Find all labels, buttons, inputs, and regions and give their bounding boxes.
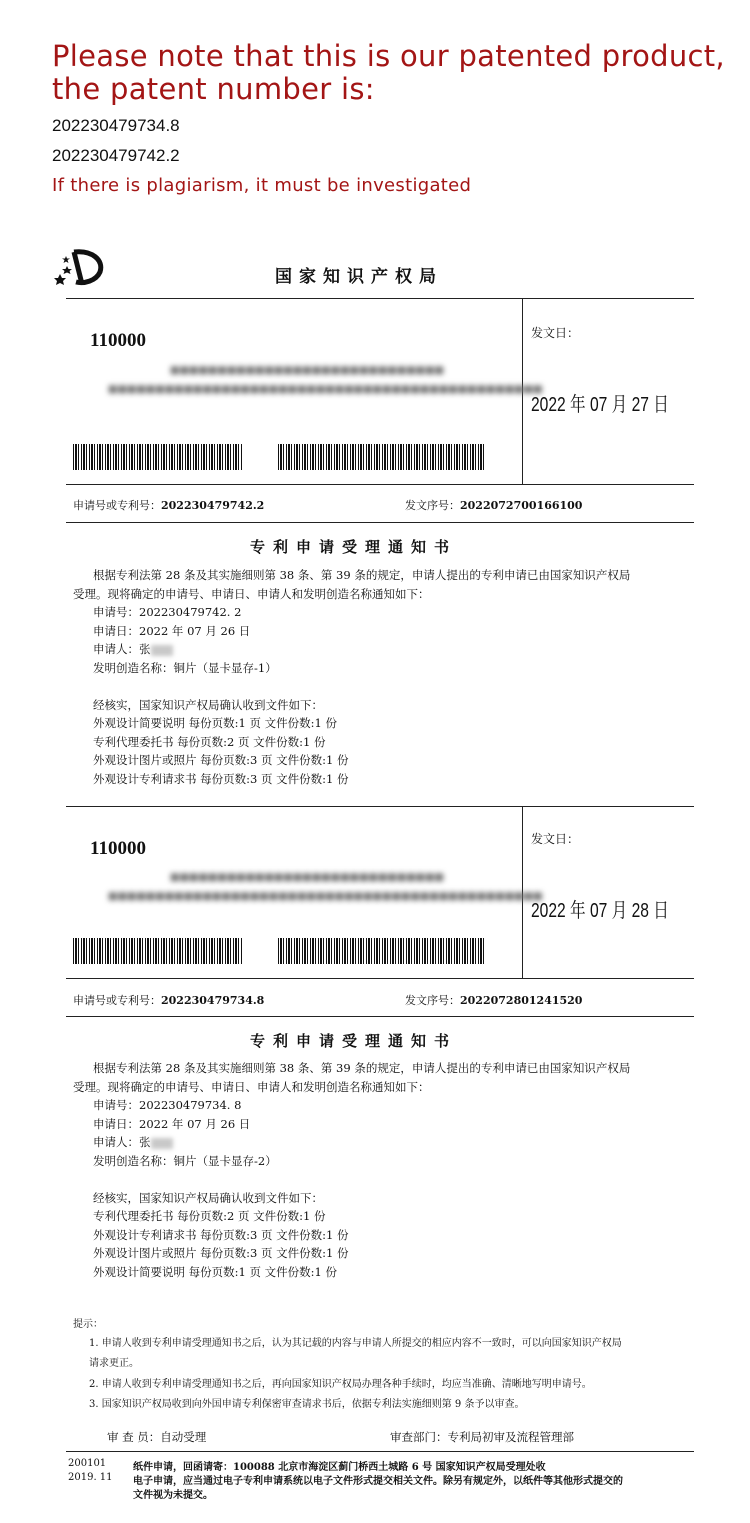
send-no-label: 发文序号： [405,994,460,1007]
send-date: 2022 年 07 月 27 日 [531,394,669,416]
file-item: 外观设计图片或照片 每份页数:3 页 文件份数:1 份 [93,753,349,768]
office-name: 国家知识产权局 [275,267,443,287]
plagiarism-warning: If there is plagiarism, it must be investigated [52,175,472,196]
divider [66,1451,694,1452]
intro-line: 根据专利法第 28 条及其实施细则第 38 条、第 39 条的规定，申请人提出的专利申请已由国家知识产权局 [93,568,631,582]
invention-line: 发明创造名称：铜片（显卡显存-2） [93,1153,277,1168]
applicant-text: 申请人：张 [93,1135,151,1150]
app-no-label: 申请号或专利号： [73,994,161,1007]
invention-line: 发明创造名称：铜片（显卡显存-1） [93,660,277,675]
tips-heading: 提示： [73,1319,103,1330]
app-no: 202230479742.2 [161,499,265,512]
divider [66,806,694,807]
tip-item: 2. 申请人收到专利申请受理通知书之后，再向国家知识产权局办理各种手续时，均应当准确、清晰地写明申请号。 [89,1379,592,1390]
patent-number-1: 202230479734.8 [52,116,180,135]
verified-line: 经核实，国家知识产权局确认收到文件如下： [93,697,323,712]
app-no-row [73,992,264,1008]
divider [66,298,694,299]
notice-title: 专利申请受理通知书 [250,538,458,556]
electronic-application-note: 文件视为未提交。 [133,1490,213,1501]
notice-line-2: the patent number is: [52,72,375,106]
postcode: 110000 [90,838,146,859]
address-redacted: ■■■■■■■■■■■■■■■■■■■■■■■■■■■■■ [170,872,444,883]
file-item: 外观设计简要说明 每份页数:1 页 文件份数:1 份 [93,716,338,731]
send-no-row [405,992,582,1008]
address-redacted: ■■■■■■■■■■■■■■■■■■■■■■■■■■■■■■■■■■■■■■■■■■■■■■ [108,891,543,902]
app-date-line: 申请日：2022 年 07 月 26 日 [93,623,251,638]
address-redacted: ■■■■■■■■■■■■■■■■■■■■■■■■■■■■■■■■■■■■■■■■■■■■■■ [108,384,543,395]
electronic-application-note: 电子申请，应当通过电子专利申请系统以电子文件形式提交相关文件。除另有规定外，以纸件等其他形式提交的 [133,1476,623,1487]
send-no-row [405,497,582,513]
app-no-line: 申请号：202230479742. 2 [93,605,242,620]
review-dept: 审查部门：专利局初审及流程管理部 [390,1430,574,1444]
postcode: 110000 [90,330,146,351]
send-date-label: 发文日： [531,832,580,846]
intro-line: 受理。现将确定的申请号、申请日、申请人和发明创造名称通知如下： [73,586,430,601]
tip-item: 1. 申请人收到专利申请受理通知书之后，认为其记载的内容与申请人所提交的相应内容不一致时，可以向国家知识产权局 [89,1338,622,1349]
app-date-line: 申请日：2022 年 07 月 26 日 [93,1116,251,1131]
divider [66,484,694,485]
notice-body [73,1059,703,1282]
app-no-label: 申请号或专利号： [73,499,161,512]
applicant-text: 申请人：张 [93,642,151,657]
send-no: 2022072700166100 [460,499,583,512]
applicant-line [73,1133,703,1152]
intro-line: 根据专利法第 28 条及其实施细则第 38 条、第 39 条的规定，申请人提出的专利申请已由国家知识产权局 [93,1061,631,1075]
patent-number-2: 202230479742.2 [52,146,180,165]
barcode [278,444,484,470]
send-no-label: 发文序号： [405,499,460,512]
form-code: 200101 [68,1458,107,1469]
cnipa-logo-icon [52,248,112,292]
verified-line: 经核实，国家知识产权局确认收到文件如下： [93,1190,323,1205]
send-no: 2022072801241520 [460,994,583,1007]
file-item: 专利代理委托书 每份页数:2 页 文件份数:1 份 [93,734,326,749]
tip-item: 请求更正。 [89,1358,139,1369]
app-no-row [73,497,264,513]
notice-title: 专利申请受理通知书 [250,1032,458,1050]
tip-item: 3. 国家知识产权局收到向外国申请专利保密审查请求书后，依据专利法实施细则第 9 条予以审查。 [89,1399,525,1410]
file-item: 外观设计图片或照片 每份页数:3 页 文件份数:1 份 [93,1246,349,1261]
app-no-line: 申请号：202230479734. 8 [93,1098,242,1113]
reviewer: 审 查 员：自动受理 [107,1430,207,1444]
barcode [73,938,243,964]
intro-line: 受理。现将确定的申请号、申请日、申请人和发明创造名称通知如下： [73,1079,430,1094]
divider [66,1016,694,1017]
file-item: 外观设计专利请求书 每份页数:3 页 文件份数:1 份 [93,771,349,786]
notice-line-1: Please note that this is our patented product, [52,39,725,73]
divider [66,978,694,979]
paper-application-note: 纸件申请，回函请寄：100088 北京市海淀区蓟门桥西土城路 6 号 国家知识产权局受理处收 [133,1462,546,1473]
divider [66,522,694,523]
file-item: 专利代理委托书 每份页数:2 页 文件份数:1 份 [93,1209,326,1224]
app-no: 202230479734.8 [161,994,265,1007]
file-item: 外观设计简要说明 每份页数:1 页 文件份数:1 份 [93,1264,338,1279]
barcode [73,444,243,470]
patent-notice [52,40,742,106]
send-date-label: 发文日： [531,326,580,340]
form-version: 2019. 11 [68,1472,113,1483]
address-redacted: ■■■■■■■■■■■■■■■■■■■■■■■■■■■■■ [170,365,444,376]
name-redacted [151,1138,173,1149]
name-redacted [151,645,173,656]
file-item: 外观设计专利请求书 每份页数:3 页 文件份数:1 份 [93,1227,349,1242]
send-date: 2022 年 07 月 28 日 [531,900,669,922]
notice-body [73,566,703,789]
barcode [278,938,484,964]
applicant-line [73,640,703,659]
